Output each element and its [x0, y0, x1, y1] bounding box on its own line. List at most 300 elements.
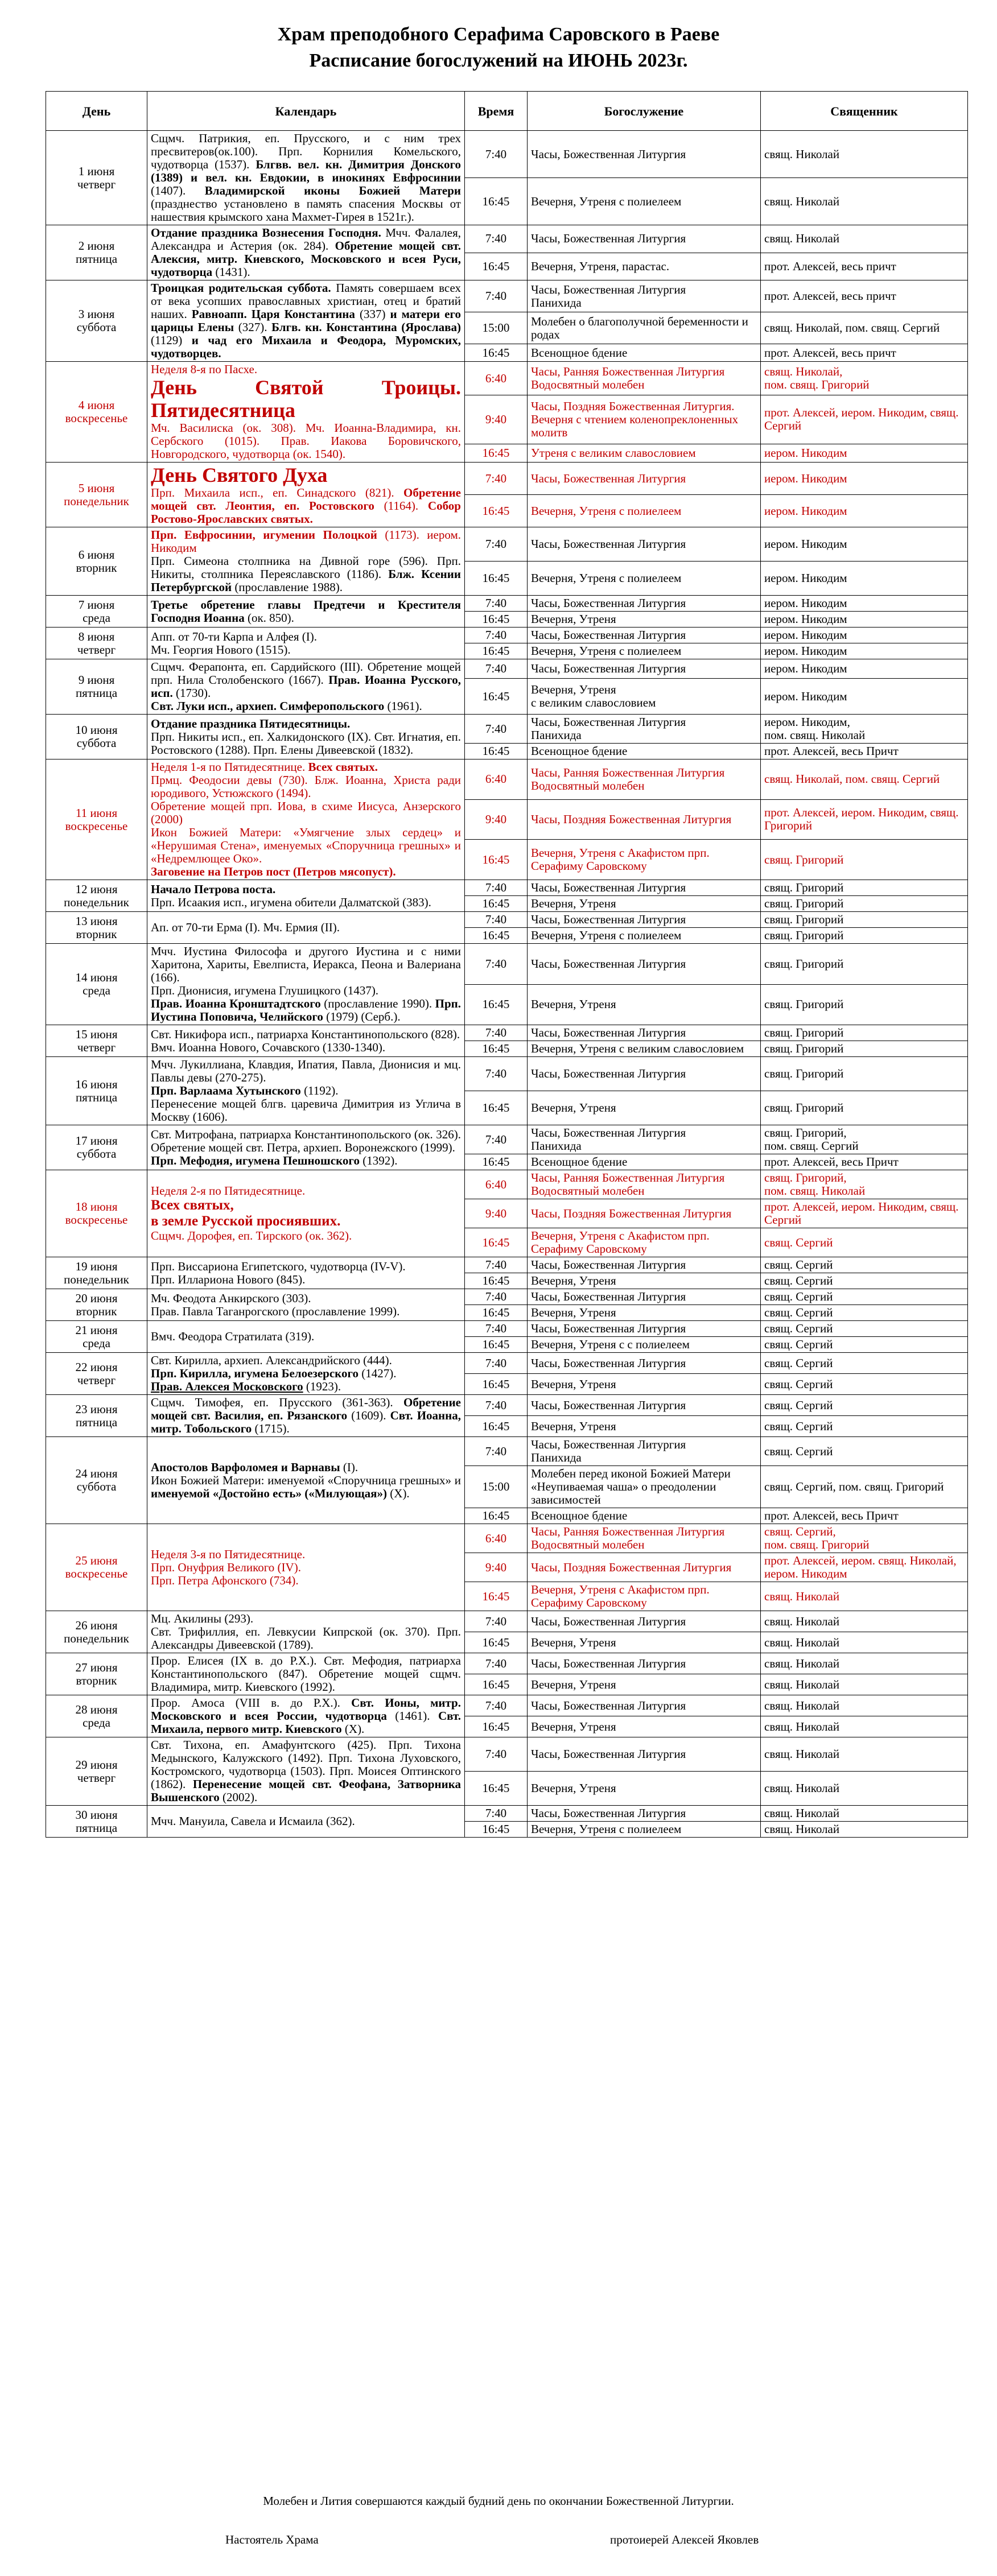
calendar-text: Сщмч. Патрикия, еп. Прусского, и с ним трех пресвитеров(ок.100). Прп. Корнилия Комельского, чудотворца (1537).: [151, 131, 461, 171]
time-cell: 7:40: [465, 1611, 528, 1632]
calendar-text: Всех святых.: [308, 760, 378, 774]
time-cell: 7:40: [465, 1695, 528, 1716]
table-row: [46, 225, 968, 253]
schedule-rows: [46, 131, 968, 1838]
calendar-text: Блгв. кн. Константина (Ярослава): [271, 320, 461, 334]
service-cell: Вечерня, Утреня: [528, 896, 761, 912]
service-cell: Часы, Ранняя Божественная Литургия Водосвятный молебен: [528, 362, 761, 395]
priest-cell: свящ. Николай, пом. свящ. Сергий: [761, 759, 968, 800]
day-cell: 29 июня четверг: [46, 1737, 147, 1806]
day-cell: 23 июня пятница: [46, 1395, 147, 1437]
time-cell: 16:45: [465, 1632, 528, 1653]
table-row: [46, 912, 968, 928]
calendar-text: Прп. Михаила исп., еп. Синадского (821).: [151, 486, 403, 499]
calendar-cell: [147, 362, 465, 463]
table-row: [46, 880, 968, 896]
day-cell: 26 июня понедельник: [46, 1611, 147, 1653]
calendar-text: Мчч. Мануила, Савела и Исмаила (362).: [151, 1814, 355, 1828]
calendar-cell: [147, 1353, 465, 1395]
signature-name: протоиерей Алексей Яковлев: [610, 2533, 759, 2546]
calendar-text: День Святой Троицы. Пятидесятница: [151, 376, 461, 422]
table-row: [46, 1437, 968, 1466]
service-cell: Часы, Божественная Литургия Панихида: [528, 1125, 761, 1154]
calendar-cell: [147, 1170, 465, 1257]
day-cell: 6 июня вторник: [46, 527, 147, 596]
calendar-text: Прор. Амоса (VIII в. до Р.Х.).: [151, 1696, 352, 1710]
calendar-text: Свт. Луки исп., архиеп. Симферопольского: [151, 699, 385, 713]
calendar-text: (337): [355, 307, 390, 321]
priest-cell: прот. Алексей, иером. Никодим, свящ. Сергий: [761, 395, 968, 444]
time-cell: 16:45: [465, 1337, 528, 1353]
service-cell: Часы, Ранняя Божественная Литургия Водосвятный молебен: [528, 1524, 761, 1553]
time-cell: 16:45: [465, 1582, 528, 1611]
priest-cell: свящ. Сергий: [761, 1395, 968, 1416]
calendar-text: (1923).: [303, 1380, 341, 1393]
time-cell: 7:40: [465, 628, 528, 643]
service-cell: Часы, Божественная Литургия Панихида: [528, 715, 761, 744]
day-cell: 14 июня среда: [46, 944, 147, 1025]
time-cell: 7:40: [465, 715, 528, 744]
time-cell: 9:40: [465, 1199, 528, 1228]
service-cell: Вечерня, Утреня с с полиелеем: [528, 1337, 761, 1353]
calendar-text: Обретение мощей свт. Леонтия, еп. Ростовского: [151, 486, 461, 513]
calendar-text: Свт. Тихона, еп. Амафунтского (425). Прп. Тихона Медынского, Калужского (1492). Прп. Тихона Луховского, Костромского, чудотворца (1503). Прп. Моисея Оптинского (1862).: [151, 1738, 461, 1791]
time-cell: 16:45: [465, 562, 528, 596]
calendar-cell: [147, 1737, 465, 1806]
priest-cell: свящ. Николай, пом. свящ. Григорий: [761, 362, 968, 395]
day-cell: 28 июня среда: [46, 1695, 147, 1737]
table-row: [46, 1806, 968, 1822]
time-cell: 15:00: [465, 1466, 528, 1508]
time-cell: 16:45: [465, 840, 528, 880]
calendar-text: (1431).: [212, 265, 250, 279]
calendar-cell: [147, 1395, 465, 1437]
table-row: [46, 527, 968, 562]
calendar-text: Мчч. Лукиллиана, Клавдия, Ипатия, Павла, Дионисия и мц. Павлы девы (270-275).: [151, 1058, 461, 1084]
calendar-text: Владимирской иконы Божией Матери: [204, 184, 461, 197]
table-row: [46, 463, 968, 495]
priest-cell: свящ. Григорий: [761, 840, 968, 880]
calendar-text: Свт. Митрофана, патриарха Константинопольского (ок. 326). Обретение мощей свт. Петра, архиеп. Воронежского (1999).: [151, 1127, 461, 1154]
priest-cell: свящ. Григорий: [761, 912, 968, 928]
priest-cell: иером. Никодим: [761, 527, 968, 562]
time-cell: 16:45: [465, 1508, 528, 1524]
calendar-text: Отдание праздника Пятидесятницы.: [151, 716, 351, 730]
calendar-text: Мц. Акилины (293). Свт. Трифиллия, еп. Левкусии Кипрской (ок. 370). Прп. Александры Дивеевской (1789).: [151, 1612, 461, 1652]
time-cell: 16:45: [465, 984, 528, 1025]
service-cell: Часы, Божественная Литургия: [528, 596, 761, 612]
time-cell: 7:40: [465, 1289, 528, 1305]
time-cell: 16:45: [465, 1822, 528, 1838]
calendar-text: Свт. Михаила, первого митр. Киевского: [151, 1709, 461, 1736]
priest-cell: прот. Алексей, весь Причт: [761, 744, 968, 759]
table-row: [46, 1257, 968, 1273]
calendar-text: Ап. от 70-ти Ерма (I). Мч. Ермия (II).: [151, 920, 340, 934]
service-cell: Часы, Божественная Литургия: [528, 628, 761, 643]
time-cell: 16:45: [465, 1305, 528, 1321]
calendar-text: Мч. Василиска (ок. 308). Мч. Иоанна-Владимира, кн. Сербского (1015). Прав. Иакова Боровичского, Новгородского, чудотворца (ок. 1540).: [151, 421, 461, 461]
calendar-text: Вмч. Феодора Стратилата (319).: [151, 1330, 315, 1343]
calendar-text: Блж. Ксении Петербургской: [151, 567, 461, 594]
time-cell: 16:45: [465, 1716, 528, 1737]
day-cell: 18 июня воскресенье: [46, 1170, 147, 1257]
time-cell: 7:40: [465, 944, 528, 985]
calendar-cell: [147, 1125, 465, 1170]
calendar-text: Свт. Иоанна, митр. Тобольского: [151, 1409, 461, 1435]
table-row: [46, 944, 968, 985]
time-cell: 6:40: [465, 1524, 528, 1553]
time-cell: 16:45: [465, 1273, 528, 1289]
calendar-text: (ок. 850).: [244, 610, 294, 625]
priest-cell: свящ. Николай: [761, 225, 968, 253]
day-cell: 21 июня среда: [46, 1321, 147, 1353]
calendar-text: Прав. Иоанна Русского, исп.: [151, 673, 461, 700]
day-cell: 9 июня пятница: [46, 659, 147, 715]
calendar-cell: [147, 1321, 465, 1353]
service-cell: Вечерня, Утреня, парастас.: [528, 253, 761, 280]
calendar-text: Мчч. Фалалея, Александра и Астерия (ок. 284).: [151, 226, 461, 253]
column-header-calendar: Календарь: [147, 92, 465, 131]
table-row: [46, 1737, 968, 1772]
calendar-text: (1961).: [384, 699, 422, 713]
time-cell: 16:45: [465, 1041, 528, 1057]
calendar-cell: [147, 596, 465, 628]
calendar-text: Память совершаем всех от века усопших православных христиан, отец и братий наших.: [151, 281, 461, 321]
page-title: [0, 22, 997, 74]
priest-cell: свящ. Григорий: [761, 1091, 968, 1125]
calendar-cell: [147, 1289, 465, 1321]
service-cell: Вечерня, Утреня с Акафистом прп. Серафиму Саровскому: [528, 840, 761, 880]
calendar-text: Перенесение мощей свт. Феофана, Затворника Вышенского: [151, 1777, 461, 1804]
priest-cell: иером. Никодим: [761, 444, 968, 462]
priest-cell: свящ. Григорий: [761, 896, 968, 912]
calendar-text: Мчч. Иустина Философа и другого Иустина и с ними Харитона, Хариты, Евелписта, Иеракса, Пеона и Валериана (166). Прп. Дионисия, игумена Глушицкого (1437).: [151, 944, 461, 997]
calendar-text: (1392).: [359, 1153, 398, 1167]
service-cell: Часы, Поздняя Божественная Литургия. Вечерня с чтением коленопреклоненных молитв: [528, 395, 761, 444]
column-header-service: Богослужение: [528, 92, 761, 131]
service-cell: Часы, Поздняя Божественная Литургия: [528, 1553, 761, 1582]
calendar-cell: [147, 628, 465, 659]
time-cell: 16:45: [465, 344, 528, 362]
priest-cell: свящ. Григорий: [761, 944, 968, 985]
priest-cell: свящ. Николай: [761, 178, 968, 225]
time-cell: 16:45: [465, 1374, 528, 1395]
service-cell: Вечерня, Утреня: [528, 1305, 761, 1321]
priest-cell: свящ. Николай: [761, 1822, 968, 1838]
time-cell: 16:45: [465, 612, 528, 628]
service-cell: Вечерня, Утреня: [528, 1273, 761, 1289]
service-cell: Вечерня, Утреня с Акафистом прп. Серафиму Саровскому: [528, 1582, 761, 1611]
priest-cell: свящ. Сергий: [761, 1416, 968, 1437]
service-cell: Всенощное бдение: [528, 744, 761, 759]
calendar-cell: [147, 1806, 465, 1838]
day-cell: 7 июня среда: [46, 596, 147, 628]
day-cell: 8 июня четверг: [46, 628, 147, 659]
table-row: [46, 715, 968, 744]
service-cell: Часы, Ранняя Божественная Литургия Водосвятный молебен: [528, 759, 761, 800]
calendar-text: Неделя 8-я по Пасхе.: [151, 362, 258, 376]
table-row: [46, 1611, 968, 1632]
priest-cell: свящ. Николай: [761, 131, 968, 178]
service-cell: Вечерня, Утреня: [528, 1416, 761, 1437]
time-cell: 16:45: [465, 1674, 528, 1695]
calendar-text: Прор. Елисея (IX в. до Р.Х.). Свт. Мефодия, патриарха Константинопольского (847). Обретение мощей сщмч. Владимира, митр. Киевского (1992).: [151, 1654, 461, 1694]
priest-cell: прот. Алексей, весь причт: [761, 253, 968, 280]
time-cell: 7:40: [465, 1806, 528, 1822]
time-cell: 16:45: [465, 1416, 528, 1437]
service-cell: Часы, Божественная Литургия: [528, 131, 761, 178]
calendar-text: и матери его царицы Елены: [151, 307, 461, 334]
priest-cell: свящ. Николай, пом. свящ. Сергий: [761, 312, 968, 344]
service-cell: Вечерня, Утреня с великим славословием: [528, 1041, 761, 1057]
calendar-text: (1129): [151, 333, 192, 347]
calendar-text: Прп. Виссариона Египетского, чудотворца (IV-V). Прп. Иллариона Нового (845).: [151, 1259, 406, 1286]
day-cell: 4 июня воскресенье: [46, 362, 147, 463]
service-cell: Часы, Божественная Литургия: [528, 1806, 761, 1822]
calendar-text: Свт. Кирилла, архиеп. Александрийского (444).: [151, 1353, 392, 1367]
priest-cell: свящ. Сергий: [761, 1273, 968, 1289]
time-cell: 7:40: [465, 1057, 528, 1091]
calendar-text: Прав. Иоанна Кронштадтского: [151, 997, 321, 1010]
service-cell: Часы, Божественная Литургия: [528, 225, 761, 253]
calendar-cell: [147, 944, 465, 1025]
calendar-cell: [147, 880, 465, 912]
day-cell: 30 июня пятница: [46, 1806, 147, 1838]
time-cell: 7:40: [465, 1737, 528, 1772]
priest-cell: прот. Алексей, иером. Никодим, свящ. Григорий: [761, 799, 968, 840]
service-cell: Вечерня, Утреня с полиелеем: [528, 928, 761, 944]
priest-cell: свящ. Николай: [761, 1695, 968, 1716]
calendar-text: Прп. Симеона столпника на Дивной горе (596). Прп. Никиты, столпника Переяславского (1186).: [151, 554, 461, 581]
table-row: [46, 1321, 968, 1337]
calendar-text: Прп. Евфросинии, игумении Полоцкой: [151, 528, 377, 542]
table-row: [46, 628, 968, 643]
time-cell: 9:40: [465, 799, 528, 840]
day-cell: 15 июня четверг: [46, 1025, 147, 1057]
column-header-day: День: [46, 92, 147, 131]
table-row: [46, 1524, 968, 1553]
priest-cell: свящ. Григорий: [761, 984, 968, 1025]
calendar-text: (1173). иером. Никодим: [151, 528, 461, 555]
priest-cell: свящ. Григорий: [761, 880, 968, 896]
priest-cell: свящ. Григорий: [761, 1025, 968, 1041]
day-cell: 2 июня пятница: [46, 225, 147, 280]
time-cell: 7:40: [465, 880, 528, 896]
time-cell: 7:40: [465, 463, 528, 495]
priest-cell: свящ. Николай: [761, 1653, 968, 1674]
priest-cell: свящ. Сергий: [761, 1374, 968, 1395]
day-cell: 27 июня вторник: [46, 1653, 147, 1695]
calendar-text: Обретение мощей свт. Алексия, митр. Киевского, Московского и всея Руси, чудотворца: [151, 239, 461, 279]
service-cell: Вечерня, Утреня: [528, 1716, 761, 1737]
priest-cell: иером. Никодим: [761, 628, 968, 643]
calendar-cell: [147, 1257, 465, 1289]
service-cell: Часы, Божественная Литургия Панихида: [528, 1437, 761, 1466]
calendar-text: Блгвв. вел. кн. Димитрия Донского (1389) и вел. кн. Евдокии, в инокинях Евфросинии: [151, 158, 461, 184]
table-row: [46, 596, 968, 612]
priest-cell: свящ. Сергий: [761, 1228, 968, 1257]
priest-cell: свящ. Сергий: [761, 1353, 968, 1374]
calendar-cell: [147, 280, 465, 362]
calendar-text: Прп. Исаакия исп., игумена обители Далматской (383).: [151, 895, 431, 909]
priest-cell: свящ. Николай: [761, 1737, 968, 1772]
calendar-cell: [147, 1695, 465, 1737]
table-row: [46, 1695, 968, 1716]
day-cell: 22 июня четверг: [46, 1353, 147, 1395]
calendar-cell: [147, 912, 465, 944]
table-row: [46, 1353, 968, 1374]
day-cell: 25 июня воскресенье: [46, 1524, 147, 1611]
time-cell: 7:40: [465, 596, 528, 612]
calendar-text: Неделя 2-я по Пятидесятнице.: [151, 1184, 306, 1198]
calendar-text: (I). Икон Божией Матери: именуемой «Споручница грешных» и: [151, 1460, 461, 1487]
service-cell: Часы, Божественная Литургия: [528, 1353, 761, 1374]
day-cell: 11 июня воскресенье: [46, 759, 147, 880]
title-line-1: Храм преподобного Серафима Саровского в Раеве: [277, 24, 720, 45]
calendar-text: (1427).: [359, 1367, 397, 1380]
calendar-text: Сщмч. Тимофея, еп. Прусского (361-363).: [151, 1396, 403, 1409]
priest-cell: свящ. Николай: [761, 1772, 968, 1806]
calendar-cell: [147, 1653, 465, 1695]
calendar-text: (1164).: [374, 499, 428, 513]
day-cell: 3 июня суббота: [46, 280, 147, 362]
service-cell: Часы, Божественная Литургия: [528, 1257, 761, 1273]
calendar-text: (1192). Перенесение мощей блгв. царевича Димитрия из Углича в Москву (1606).: [151, 1084, 461, 1124]
time-cell: 7:40: [465, 1025, 528, 1041]
calendar-text: Обретение мощей свт. Василия, еп. Рязанского: [151, 1396, 461, 1422]
service-cell: Часы, Божественная Литургия: [528, 880, 761, 896]
service-cell: Часы, Божественная Литургия: [528, 1395, 761, 1416]
calendar-cell: [147, 527, 465, 596]
time-cell: 16:45: [465, 896, 528, 912]
table-row: [46, 362, 968, 395]
time-cell: 16:45: [465, 928, 528, 944]
priest-cell: свящ. Николай: [761, 1611, 968, 1632]
calendar-text: Всех святых, в земле Русской просиявших.: [151, 1198, 341, 1229]
time-cell: 16:45: [465, 1154, 528, 1170]
title-line-2: Расписание богослужений на ИЮНЬ 2023г.: [309, 50, 688, 71]
time-cell: 7:40: [465, 1257, 528, 1273]
service-cell: Часы, Божественная Литургия: [528, 1695, 761, 1716]
priest-cell: свящ. Николай: [761, 1674, 968, 1695]
priest-cell: свящ. Григорий: [761, 1041, 968, 1057]
priest-cell: иером. Никодим: [761, 562, 968, 596]
calendar-text: Прав. Алексея Московского: [151, 1380, 303, 1393]
table-row: [46, 1653, 968, 1674]
column-header-time: Время: [465, 92, 528, 131]
priest-cell: иером. Никодим, пом. свящ. Николай: [761, 715, 968, 744]
calendar-text: Собор Ростово-Ярославских святых.: [151, 499, 461, 526]
priest-cell: прот. Алексей, весь причт: [761, 344, 968, 362]
service-cell: Часы, Поздняя Божественная Литургия: [528, 799, 761, 840]
priest-cell: свящ. Сергий, пом. свящ. Григорий: [761, 1466, 968, 1508]
calendar-text: Неделя 3-я по Пятидесятнице. Прп. Онуфрия Великого (IV). Прп. Петра Афонского (734).: [151, 1547, 306, 1587]
time-cell: 9:40: [465, 395, 528, 444]
time-cell: 16:45: [465, 1228, 528, 1257]
calendar-text: (1407).: [151, 184, 205, 197]
calendar-text: Прмц. Феодосии девы (730). Блж. Иоанна, Христа ради юродивого, Устюжского (1494). Обретение мощей прп. Иова, в схиме Иисуса, Анзерского (2000) Икон Божией Матери: «Умягчение злых сердец» и «Нерушимая Стена», именуемых «Споручница грешных» и «Недремлющее Око».: [151, 773, 461, 865]
time-cell: 16:45: [465, 643, 528, 659]
service-cell: Часы, Божественная Литургия: [528, 1321, 761, 1337]
priest-cell: свящ. Сергий: [761, 1257, 968, 1273]
priest-cell: прот. Алексей, весь Причт: [761, 1154, 968, 1170]
calendar-text: Равноапп. Царя Константина: [191, 307, 355, 321]
calendar-cell: [147, 131, 465, 225]
service-cell: Всенощное бдение: [528, 1154, 761, 1170]
calendar-text: Отдание праздника Вознесения Господня.: [151, 226, 381, 240]
calendar-text: Прп. Иустина Поповича, Челийского: [151, 997, 462, 1023]
calendar-text: Прп. Мефодия, игумена Пешношского: [151, 1153, 360, 1167]
time-cell: 15:00: [465, 312, 528, 344]
priest-cell: свящ. Сергий: [761, 1321, 968, 1337]
calendar-text: (2002).: [219, 1790, 258, 1804]
column-header-priest: Священник: [761, 92, 968, 131]
priest-cell: свящ. Григорий: [761, 928, 968, 944]
service-cell: Вечерня, Утреня с великим славословием: [528, 679, 761, 715]
day-cell: 5 июня понедельник: [46, 463, 147, 527]
service-cell: Часы, Ранняя Божественная Литургия Водосвятный молебен: [528, 1170, 761, 1199]
time-cell: 7:40: [465, 1437, 528, 1466]
calendar-text: Апостолов Варфоломея и Варнавы: [151, 1460, 340, 1474]
service-cell: Вечерня, Утреня: [528, 984, 761, 1025]
priest-cell: свящ. Сергий: [761, 1337, 968, 1353]
calendar-cell: [147, 1524, 465, 1611]
calendar-text: Заговение на Петров пост (Петров мясопуст).: [151, 865, 396, 878]
priest-cell: иером. Никодим: [761, 463, 968, 495]
service-cell: Вечерня, Утреня: [528, 612, 761, 628]
time-cell: 7:40: [465, 1653, 528, 1674]
signature-label: Настоятель Храма: [225, 2533, 319, 2546]
service-cell: Вечерня, Утреня: [528, 1772, 761, 1806]
calendar-cell: [147, 1057, 465, 1125]
table-header-row: [46, 92, 968, 131]
day-cell: 20 июня вторник: [46, 1289, 147, 1321]
service-cell: Вечерня, Утреня с полиелеем: [528, 495, 761, 527]
service-cell: Вечерня, Утреня с полиелеем: [528, 1822, 761, 1838]
calendar-cell: [147, 225, 465, 280]
service-cell: Вечерня, Утреня с полиелеем: [528, 562, 761, 596]
time-cell: 7:40: [465, 1353, 528, 1374]
calendar-text: (прославление 1988).: [232, 580, 343, 594]
day-cell: 24 июня суббота: [46, 1437, 147, 1524]
calendar-text: Сщмч. Дорофея, еп. Тирского (ок. 362).: [151, 1229, 352, 1242]
day-cell: 13 июня вторник: [46, 912, 147, 944]
service-cell: Вечерня, Утреня: [528, 1674, 761, 1695]
time-cell: 7:40: [465, 659, 528, 679]
calendar-cell: [147, 1437, 465, 1524]
priest-cell: свящ. Григорий, пом. свящ. Николай: [761, 1170, 968, 1199]
table-row: [46, 280, 968, 312]
calendar-text: (1715).: [252, 1422, 290, 1435]
service-cell: Часы, Божественная Литургия: [528, 1057, 761, 1091]
calendar-text: (1730).: [172, 686, 211, 700]
time-cell: 7:40: [465, 527, 528, 562]
priest-cell: свящ. Сергий: [761, 1289, 968, 1305]
priest-cell: свящ. Сергий, пом. свящ. Григорий: [761, 1524, 968, 1553]
time-cell: 16:45: [465, 1772, 528, 1806]
service-cell: Молебен о благополучной беременности и родах: [528, 312, 761, 344]
priest-cell: иером. Никодим: [761, 679, 968, 715]
priest-cell: свящ. Николай: [761, 1716, 968, 1737]
service-cell: Молебен перед иконой Божией Матери «Неупиваемая чаша» о преодолении зависимостей: [528, 1466, 761, 1508]
calendar-text: Неделя 1-я по Пятидесятнице.: [151, 760, 308, 774]
day-cell: 19 июня понедельник: [46, 1257, 147, 1289]
service-cell: Утреня с великим славословием: [528, 444, 761, 462]
calendar-text: именуемой «Достойно есть» («Милующая»): [151, 1486, 388, 1500]
calendar-text: Апп. от 70-ти Карпа и Алфея (I). Мч. Георгия Нового (1515).: [151, 629, 318, 657]
calendar-text: Сщмч. Ферапонта, еп. Сардийского (III). Обретение мощей прп. Нила Столобенского (1667).: [151, 660, 461, 687]
time-cell: 9:40: [465, 1553, 528, 1582]
